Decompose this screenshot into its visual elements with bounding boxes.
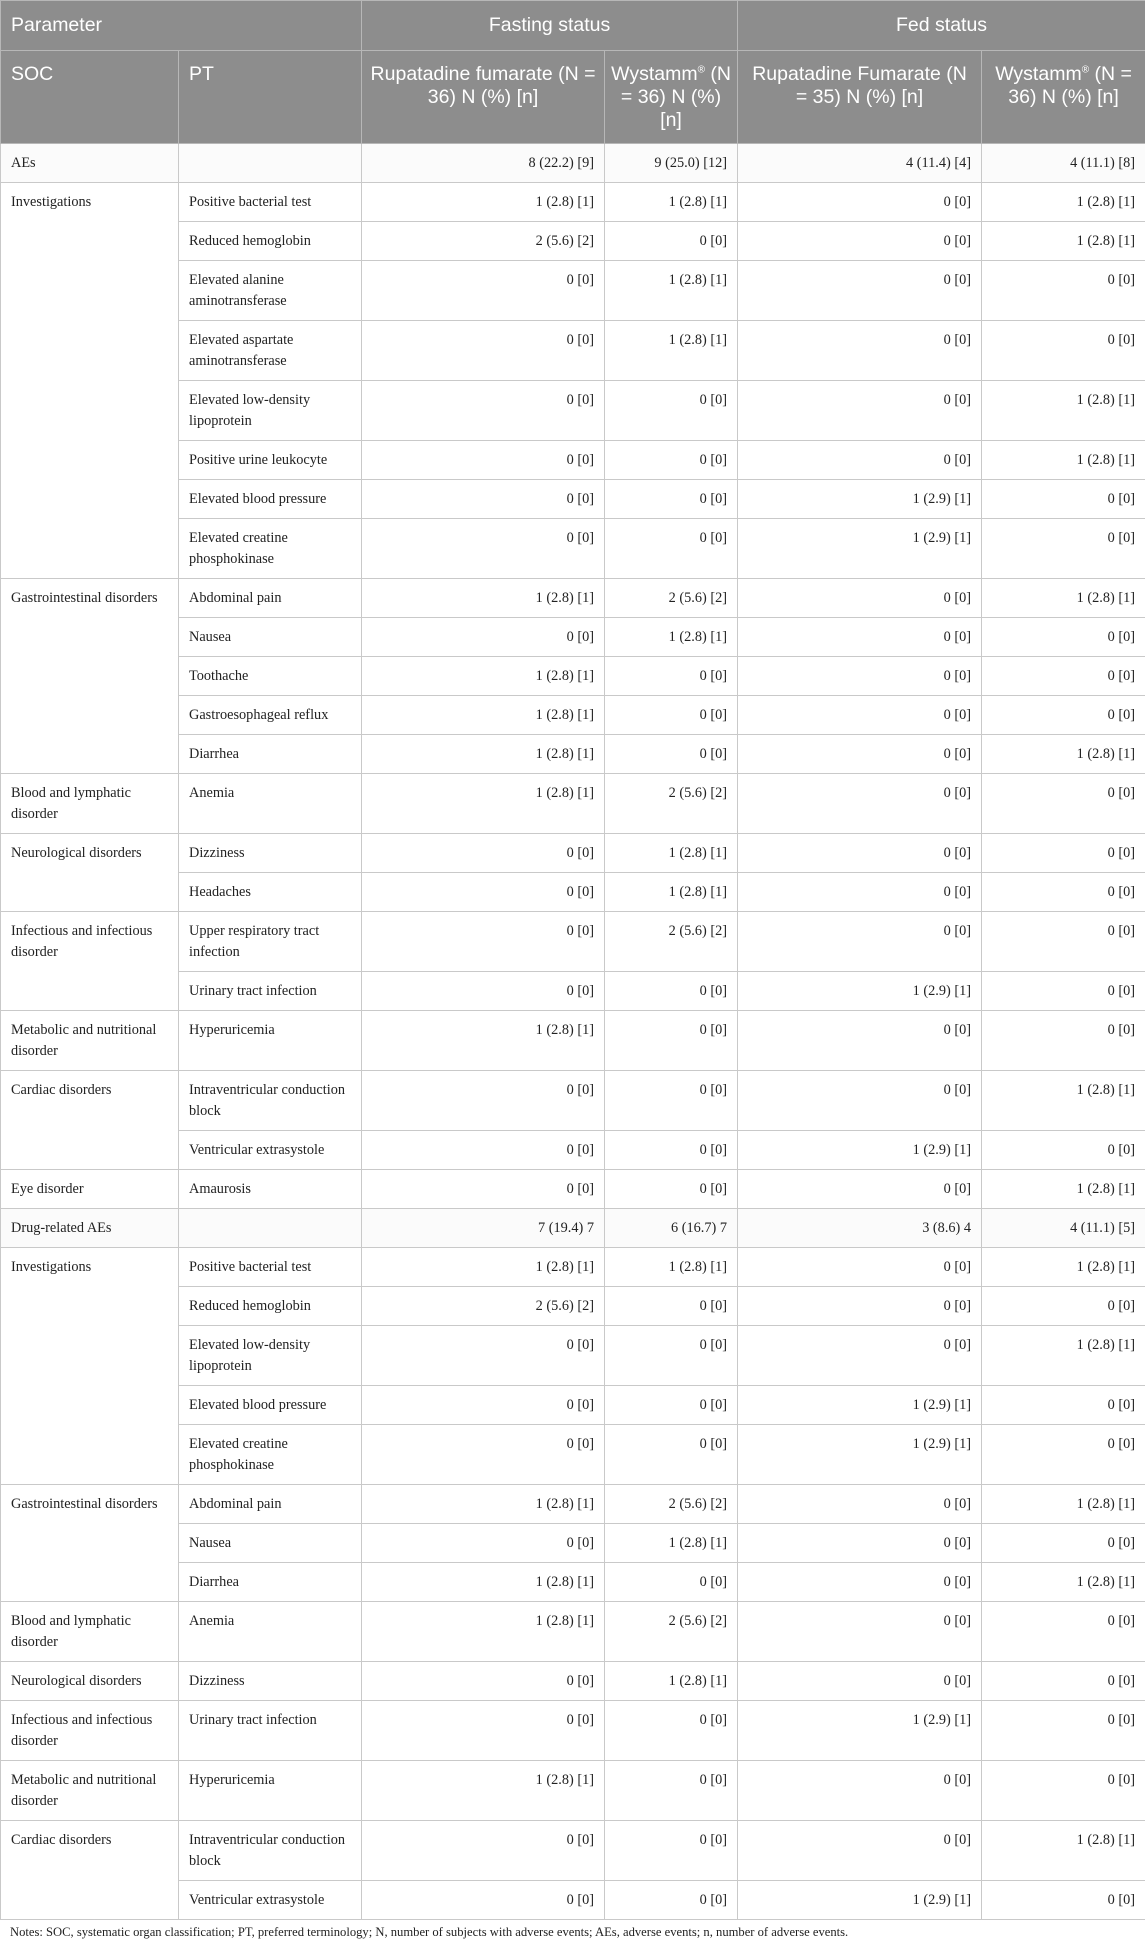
value-cell-fasting-wystamm: 0 [0] (605, 441, 738, 480)
soc-cell: Metabolic and nutritional disorder (1, 1761, 179, 1821)
value-cell-fasting-wystamm: 2 (5.6) [2] (605, 579, 738, 618)
value-cell-fasting-rupatadine: 1 (2.8) [1] (362, 1761, 605, 1821)
value-cell-fed-rupatadine: 0 [0] (738, 1287, 982, 1326)
pt-cell: Elevated blood pressure (179, 1386, 362, 1425)
value-cell-fasting-rupatadine: 0 [0] (362, 321, 605, 381)
header-fed-status: Fed status (738, 1, 1145, 51)
value-cell-fed-rupatadine: 1 (2.9) [1] (738, 972, 982, 1011)
value-cell-fasting-wystamm: 2 (5.6) [2] (605, 1485, 738, 1524)
pt-cell: Intraventricular conduction block (179, 1071, 362, 1131)
value-cell-fed-rupatadine: 0 [0] (738, 183, 982, 222)
header-fasting-status: Fasting status (362, 1, 738, 51)
value-cell-fed-wystamm: 4 (11.1) [8] (982, 144, 1145, 183)
value-cell-fasting-wystamm: 0 [0] (605, 480, 738, 519)
soc-cell: Blood and lymphatic disorder (1, 1602, 179, 1662)
pt-cell: Abdominal pain (179, 579, 362, 618)
table-row (1, 1701, 1145, 1761)
wystamm-name: Wystamm (611, 63, 697, 85)
pt-cell: Positive bacterial test (179, 183, 362, 222)
value-cell-fed-rupatadine: 0 [0] (738, 1761, 982, 1821)
value-cell-fed-wystamm: 0 [0] (982, 1287, 1145, 1326)
soc-cell: Cardiac disorders (1, 1071, 179, 1170)
value-cell-fed-wystamm: 0 [0] (982, 1425, 1145, 1485)
registered-mark: ® (698, 65, 705, 76)
value-cell-fasting-wystamm: 1 (2.8) [1] (605, 618, 738, 657)
value-cell-fed-rupatadine: 1 (2.9) [1] (738, 1881, 982, 1920)
value-cell-fed-rupatadine: 0 [0] (738, 1821, 982, 1881)
value-cell-fasting-rupatadine: 1 (2.8) [1] (362, 657, 605, 696)
value-cell-fed-wystamm: 0 [0] (982, 1662, 1145, 1701)
value-cell-fed-wystamm: 4 (11.1) [5] (982, 1209, 1145, 1248)
table-body (1, 144, 1145, 1920)
value-cell-fed-wystamm: 0 [0] (982, 657, 1145, 696)
value-cell-fed-rupatadine: 0 [0] (738, 1662, 982, 1701)
soc-cell: Investigations (1, 183, 179, 579)
value-cell-fed-rupatadine: 1 (2.9) [1] (738, 1425, 982, 1485)
value-cell-fed-wystamm: 0 [0] (982, 1011, 1145, 1071)
value-cell-fasting-wystamm: 0 [0] (605, 1821, 738, 1881)
value-cell-fed-rupatadine: 1 (2.9) [1] (738, 480, 982, 519)
table-header (1, 1, 1145, 144)
pt-cell: Headaches (179, 873, 362, 912)
header-fed-rupatadine: Rupatadine Fumarate (N = 35) N (%) [n] (738, 51, 982, 144)
value-cell-fasting-wystamm: 0 [0] (605, 972, 738, 1011)
table-notes: Notes: SOC, systematic organ classification; PT, preferred terminology; N, number of subjects with adverse events; AEs, adverse events; n, number of adverse events. (0, 1920, 1145, 1941)
value-cell-fasting-rupatadine: 8 (22.2) [9] (362, 144, 605, 183)
value-cell-fed-wystamm: 0 [0] (982, 1524, 1145, 1563)
value-cell-fasting-rupatadine: 0 [0] (362, 1701, 605, 1761)
value-cell-fed-rupatadine: 0 [0] (738, 321, 982, 381)
soc-cell: Gastrointestinal disorders (1, 1485, 179, 1602)
value-cell-fasting-rupatadine: 1 (2.8) [1] (362, 1248, 605, 1287)
value-cell-fed-wystamm: 0 [0] (982, 972, 1145, 1011)
value-cell-fed-rupatadine: 1 (2.9) [1] (738, 1131, 982, 1170)
table-row (1, 1071, 1145, 1131)
pt-cell: Urinary tract infection (179, 972, 362, 1011)
value-cell-fasting-wystamm: 1 (2.8) [1] (605, 183, 738, 222)
value-cell-fasting-rupatadine: 0 [0] (362, 1662, 605, 1701)
value-cell-fed-wystamm: 1 (2.8) [1] (982, 735, 1145, 774)
table-row (1, 579, 1145, 618)
value-cell-fed-rupatadine: 0 [0] (738, 1248, 982, 1287)
value-cell-fasting-rupatadine: 1 (2.8) [1] (362, 696, 605, 735)
summary-label-cell: Drug-related AEs (1, 1209, 179, 1248)
value-cell-fed-wystamm: 0 [0] (982, 1131, 1145, 1170)
pt-cell: Dizziness (179, 1662, 362, 1701)
value-cell-fed-rupatadine: 0 [0] (738, 735, 982, 774)
table-row (1, 912, 1145, 972)
header-parameter: Parameter (1, 1, 362, 51)
value-cell-fasting-rupatadine: 0 [0] (362, 441, 605, 480)
value-cell-fasting-wystamm: 0 [0] (605, 1011, 738, 1071)
value-cell-fasting-rupatadine: 0 [0] (362, 912, 605, 972)
value-cell-fasting-rupatadine: 0 [0] (362, 1386, 605, 1425)
value-cell-fasting-rupatadine: 0 [0] (362, 1326, 605, 1386)
soc-cell: Neurological disorders (1, 834, 179, 912)
pt-cell: Elevated low-density lipoprotein (179, 381, 362, 441)
value-cell-fed-wystamm: 0 [0] (982, 261, 1145, 321)
table-row (1, 1602, 1145, 1662)
value-cell-fasting-wystamm: 0 [0] (605, 1425, 738, 1485)
header-pt: PT (179, 51, 362, 144)
value-cell-fasting-rupatadine: 0 [0] (362, 618, 605, 657)
value-cell-fed-wystamm: 0 [0] (982, 912, 1145, 972)
soc-cell: Neurological disorders (1, 1662, 179, 1701)
value-cell-fed-rupatadine: 0 [0] (738, 1563, 982, 1602)
pt-cell: Intraventricular conduction block (179, 1821, 362, 1881)
value-cell-fed-rupatadine: 0 [0] (738, 1170, 982, 1209)
value-cell-fasting-rupatadine: 0 [0] (362, 1881, 605, 1920)
pt-cell: Elevated creatine phosphokinase (179, 1425, 362, 1485)
value-cell-fed-wystamm: 0 [0] (982, 1761, 1145, 1821)
value-cell-fasting-wystamm: 0 [0] (605, 1326, 738, 1386)
value-cell-fasting-wystamm: 2 (5.6) [2] (605, 1602, 738, 1662)
value-cell-fed-wystamm: 1 (2.8) [1] (982, 441, 1145, 480)
pt-cell: Ventricular extrasystole (179, 1881, 362, 1920)
value-cell-fed-wystamm: 1 (2.8) [1] (982, 183, 1145, 222)
pt-cell: Anemia (179, 774, 362, 834)
value-cell-fed-rupatadine: 1 (2.9) [1] (738, 519, 982, 579)
value-cell-fasting-rupatadine: 1 (2.8) [1] (362, 183, 605, 222)
value-cell-fed-wystamm: 1 (2.8) [1] (982, 1170, 1145, 1209)
pt-cell: Abdominal pain (179, 1485, 362, 1524)
value-cell-fasting-rupatadine: 1 (2.8) [1] (362, 1485, 605, 1524)
value-cell-fed-wystamm: 1 (2.8) [1] (982, 1485, 1145, 1524)
soc-cell: Gastrointestinal disorders (1, 579, 179, 774)
value-cell-fasting-wystamm: 1 (2.8) [1] (605, 1248, 738, 1287)
value-cell-fasting-rupatadine: 0 [0] (362, 519, 605, 579)
soc-cell: Eye disorder (1, 1170, 179, 1209)
pt-cell: Hyperuricemia (179, 1761, 362, 1821)
value-cell-fasting-wystamm: 2 (5.6) [2] (605, 912, 738, 972)
value-cell-fasting-wystamm: 0 [0] (605, 1287, 738, 1326)
value-cell-fed-rupatadine: 0 [0] (738, 657, 982, 696)
pt-cell (179, 144, 362, 183)
value-cell-fasting-rupatadine: 0 [0] (362, 381, 605, 441)
value-cell-fasting-wystamm: 1 (2.8) [1] (605, 1524, 738, 1563)
summary-label-cell: AEs (1, 144, 179, 183)
value-cell-fasting-wystamm: 0 [0] (605, 1170, 738, 1209)
value-cell-fed-rupatadine: 0 [0] (738, 696, 982, 735)
value-cell-fasting-rupatadine: 0 [0] (362, 1131, 605, 1170)
pt-cell: Positive urine leukocyte (179, 441, 362, 480)
value-cell-fasting-wystamm: 0 [0] (605, 657, 738, 696)
value-cell-fasting-rupatadine: 1 (2.8) [1] (362, 735, 605, 774)
value-cell-fasting-wystamm: 6 (16.7) 7 (605, 1209, 738, 1248)
value-cell-fed-rupatadine: 0 [0] (738, 1326, 982, 1386)
value-cell-fasting-wystamm: 0 [0] (605, 1563, 738, 1602)
value-cell-fed-wystamm: 0 [0] (982, 1701, 1145, 1761)
pt-cell: Elevated low-density lipoprotein (179, 1326, 362, 1386)
value-cell-fed-wystamm: 0 [0] (982, 1602, 1145, 1662)
value-cell-fasting-wystamm: 0 [0] (605, 1701, 738, 1761)
registered-mark: ® (1082, 65, 1089, 76)
value-cell-fed-wystamm: 1 (2.8) [1] (982, 381, 1145, 441)
value-cell-fasting-wystamm: 0 [0] (605, 696, 738, 735)
value-cell-fasting-rupatadine: 2 (5.6) [2] (362, 1287, 605, 1326)
value-cell-fasting-wystamm: 0 [0] (605, 519, 738, 579)
table-row (1, 834, 1145, 873)
value-cell-fed-rupatadine: 0 [0] (738, 222, 982, 261)
value-cell-fed-rupatadine: 0 [0] (738, 261, 982, 321)
value-cell-fasting-rupatadine: 0 [0] (362, 1524, 605, 1563)
table-row (1, 1209, 1145, 1248)
value-cell-fasting-rupatadine: 0 [0] (362, 834, 605, 873)
pt-cell: Ventricular extrasystole (179, 1131, 362, 1170)
header-fasting-rupatadine: Rupatadine fumarate (N = 36) N (%) [n] (362, 51, 605, 144)
pt-cell: Nausea (179, 618, 362, 657)
table-row (1, 1821, 1145, 1881)
pt-cell: Diarrhea (179, 1563, 362, 1602)
value-cell-fasting-wystamm: 0 [0] (605, 222, 738, 261)
pt-cell: Reduced hemoglobin (179, 1287, 362, 1326)
value-cell-fed-wystamm: 0 [0] (982, 480, 1145, 519)
value-cell-fasting-rupatadine: 1 (2.8) [1] (362, 1602, 605, 1662)
value-cell-fed-rupatadine: 0 [0] (738, 1485, 982, 1524)
value-cell-fasting-rupatadine: 0 [0] (362, 1821, 605, 1881)
header-fasting-wystamm (605, 51, 738, 144)
value-cell-fed-wystamm: 1 (2.8) [1] (982, 1071, 1145, 1131)
value-cell-fasting-rupatadine: 0 [0] (362, 873, 605, 912)
value-cell-fed-rupatadine: 0 [0] (738, 873, 982, 912)
value-cell-fed-wystamm: 1 (2.8) [1] (982, 579, 1145, 618)
value-cell-fasting-rupatadine: 1 (2.8) [1] (362, 1011, 605, 1071)
value-cell-fasting-rupatadine: 0 [0] (362, 1170, 605, 1209)
value-cell-fed-wystamm: 0 [0] (982, 834, 1145, 873)
value-cell-fed-rupatadine: 0 [0] (738, 1524, 982, 1563)
table-row (1, 1248, 1145, 1287)
pt-cell: Elevated alanine aminotransferase (179, 261, 362, 321)
value-cell-fed-rupatadine: 0 [0] (738, 1011, 982, 1071)
value-cell-fasting-wystamm: 0 [0] (605, 1071, 738, 1131)
pt-cell: Upper respiratory tract infection (179, 912, 362, 972)
value-cell-fasting-wystamm: 0 [0] (605, 381, 738, 441)
pt-cell: Urinary tract infection (179, 1701, 362, 1761)
pt-cell: Elevated blood pressure (179, 480, 362, 519)
value-cell-fasting-wystamm: 0 [0] (605, 1386, 738, 1425)
value-cell-fasting-wystamm: 0 [0] (605, 1881, 738, 1920)
value-cell-fed-rupatadine: 0 [0] (738, 1602, 982, 1662)
value-cell-fasting-wystamm: 0 [0] (605, 1761, 738, 1821)
soc-cell: Investigations (1, 1248, 179, 1485)
value-cell-fed-wystamm: 1 (2.8) [1] (982, 222, 1145, 261)
value-cell-fed-rupatadine: 0 [0] (738, 441, 982, 480)
header-fed-wystamm (982, 51, 1145, 144)
value-cell-fasting-wystamm: 0 [0] (605, 1131, 738, 1170)
pt-cell: Positive bacterial test (179, 1248, 362, 1287)
value-cell-fasting-rupatadine: 0 [0] (362, 480, 605, 519)
value-cell-fasting-wystamm: 0 [0] (605, 735, 738, 774)
value-cell-fasting-rupatadine: 0 [0] (362, 261, 605, 321)
pt-cell: Elevated aspartate aminotransferase (179, 321, 362, 381)
table-row (1, 144, 1145, 183)
value-cell-fed-wystamm: 0 [0] (982, 1881, 1145, 1920)
value-cell-fasting-rupatadine: 0 [0] (362, 1425, 605, 1485)
value-cell-fed-wystamm: 0 [0] (982, 321, 1145, 381)
value-cell-fed-wystamm: 1 (2.8) [1] (982, 1821, 1145, 1881)
value-cell-fed-wystamm: 1 (2.8) [1] (982, 1326, 1145, 1386)
value-cell-fed-rupatadine: 0 [0] (738, 912, 982, 972)
value-cell-fed-wystamm: 1 (2.8) [1] (982, 1563, 1145, 1602)
value-cell-fed-wystamm: 0 [0] (982, 696, 1145, 735)
value-cell-fed-rupatadine: 0 [0] (738, 834, 982, 873)
value-cell-fasting-rupatadine: 2 (5.6) [2] (362, 222, 605, 261)
value-cell-fed-wystamm: 0 [0] (982, 519, 1145, 579)
wystamm-n: (N = 36) N (%) [n] (1008, 63, 1132, 108)
table-row (1, 1011, 1145, 1071)
pt-cell: Diarrhea (179, 735, 362, 774)
table-row (1, 1761, 1145, 1821)
pt-cell: Gastroesophageal reflux (179, 696, 362, 735)
table-row (1, 183, 1145, 222)
pt-cell: Dizziness (179, 834, 362, 873)
pt-cell: Hyperuricemia (179, 1011, 362, 1071)
pt-cell: Nausea (179, 1524, 362, 1563)
value-cell-fed-wystamm: 0 [0] (982, 873, 1145, 912)
value-cell-fasting-rupatadine: 0 [0] (362, 1071, 605, 1131)
header-soc: SOC (1, 51, 179, 144)
value-cell-fasting-wystamm: 1 (2.8) [1] (605, 321, 738, 381)
soc-cell: Blood and lymphatic disorder (1, 774, 179, 834)
value-cell-fed-rupatadine: 1 (2.9) [1] (738, 1386, 982, 1425)
value-cell-fasting-rupatadine: 1 (2.8) [1] (362, 774, 605, 834)
value-cell-fed-rupatadine: 3 (8.6) 4 (738, 1209, 982, 1248)
header-row-columns (1, 51, 1145, 144)
soc-cell: Metabolic and nutritional disorder (1, 1011, 179, 1071)
value-cell-fasting-rupatadine: 1 (2.8) [1] (362, 579, 605, 618)
pt-cell: Anemia (179, 1602, 362, 1662)
soc-cell: Infectious and infectious disorder (1, 912, 179, 1011)
pt-cell: Elevated creatine phosphokinase (179, 519, 362, 579)
value-cell-fasting-rupatadine: 7 (19.4) 7 (362, 1209, 605, 1248)
value-cell-fed-rupatadine: 0 [0] (738, 381, 982, 441)
wystamm-name: Wystamm (995, 63, 1081, 85)
pt-cell: Reduced hemoglobin (179, 222, 362, 261)
value-cell-fed-rupatadine: 4 (11.4) [4] (738, 144, 982, 183)
value-cell-fasting-rupatadine: 0 [0] (362, 972, 605, 1011)
soc-cell: Cardiac disorders (1, 1821, 179, 1920)
value-cell-fed-wystamm: 0 [0] (982, 618, 1145, 657)
value-cell-fed-rupatadine: 0 [0] (738, 618, 982, 657)
value-cell-fed-rupatadine: 0 [0] (738, 1071, 982, 1131)
value-cell-fed-wystamm: 0 [0] (982, 774, 1145, 834)
table-row (1, 1170, 1145, 1209)
pt-cell: Amaurosis (179, 1170, 362, 1209)
table-row (1, 1485, 1145, 1524)
value-cell-fasting-wystamm: 1 (2.8) [1] (605, 834, 738, 873)
value-cell-fed-wystamm: 0 [0] (982, 1386, 1145, 1425)
value-cell-fed-rupatadine: 0 [0] (738, 774, 982, 834)
header-row-groups (1, 1, 1145, 51)
value-cell-fasting-wystamm: 1 (2.8) [1] (605, 1662, 738, 1701)
soc-cell: Infectious and infectious disorder (1, 1701, 179, 1761)
table-row (1, 774, 1145, 834)
value-cell-fasting-wystamm: 1 (2.8) [1] (605, 873, 738, 912)
value-cell-fed-wystamm: 1 (2.8) [1] (982, 1248, 1145, 1287)
value-cell-fasting-wystamm: 2 (5.6) [2] (605, 774, 738, 834)
value-cell-fasting-wystamm: 1 (2.8) [1] (605, 261, 738, 321)
value-cell-fasting-rupatadine: 1 (2.8) [1] (362, 1563, 605, 1602)
value-cell-fed-rupatadine: 1 (2.9) [1] (738, 1701, 982, 1761)
wystamm-n: (N = 36) N (%) [n] (621, 63, 731, 131)
value-cell-fasting-wystamm: 9 (25.0) [12] (605, 144, 738, 183)
pt-cell (179, 1209, 362, 1248)
table-row (1, 1662, 1145, 1701)
value-cell-fed-rupatadine: 0 [0] (738, 579, 982, 618)
pt-cell: Toothache (179, 657, 362, 696)
